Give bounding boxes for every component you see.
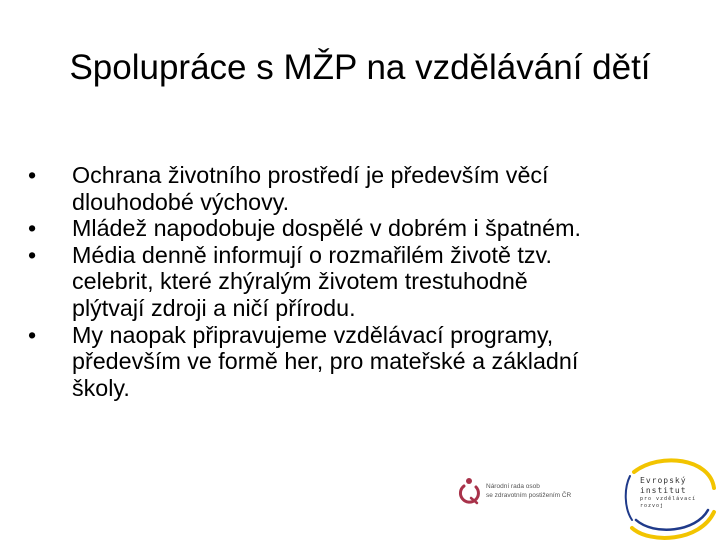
footer-logos (450, 452, 720, 540)
bullet-line: školy. (72, 374, 130, 401)
nrzp-logo-text (486, 482, 601, 500)
evropsky-institut-logo (610, 458, 720, 540)
bullet-item (28, 215, 698, 242)
bullet-item (28, 242, 698, 322)
bullet-icon: • (28, 321, 37, 348)
bullet-list (28, 162, 698, 401)
bullet-line: Média denně informují o rozmařilém životě tzv. (72, 241, 552, 268)
nrzp-logo-line: Národní rada osob (486, 483, 540, 490)
bullet-line: Ochrana životního prostředí je především věcí (72, 162, 549, 188)
bullet-line: především ve formě her, pro mateřské a základní (72, 348, 579, 375)
ei-logo-line: rozvoj (640, 503, 665, 509)
bullet-line: My naopak připravujeme vzdělávací programy, (72, 321, 554, 348)
slide-title: Spolupráce s MŽP na vzdělávání dětí (69, 48, 651, 87)
evropsky-institut-logo-text (640, 476, 710, 510)
bullet-line: Mládež napodobuje dospělé v dobrém i špatném. (72, 215, 581, 242)
bullet-icon: • (28, 162, 37, 188)
bullet-item (28, 322, 698, 402)
nrzp-logo-icon (456, 474, 482, 506)
bullet-icon: • (28, 215, 37, 242)
nrzp-logo-line: se zdravotním postižením ČR (486, 492, 572, 499)
bullet-line: celebrit, které zhýralým životem trestuhodně (72, 268, 528, 295)
ei-logo-line: Evropský (640, 476, 687, 485)
nrzp-logo (450, 470, 600, 510)
ei-logo-line: institut (640, 486, 687, 495)
bullet-icon: • (28, 241, 37, 268)
bullet-line: plýtvají zdroji a ničí přírodu. (72, 294, 356, 321)
ei-logo-line: pro vzdělávací (640, 496, 697, 502)
bullet-item (28, 162, 698, 215)
bullet-line: dlouhodobé výchovy. (72, 188, 290, 215)
